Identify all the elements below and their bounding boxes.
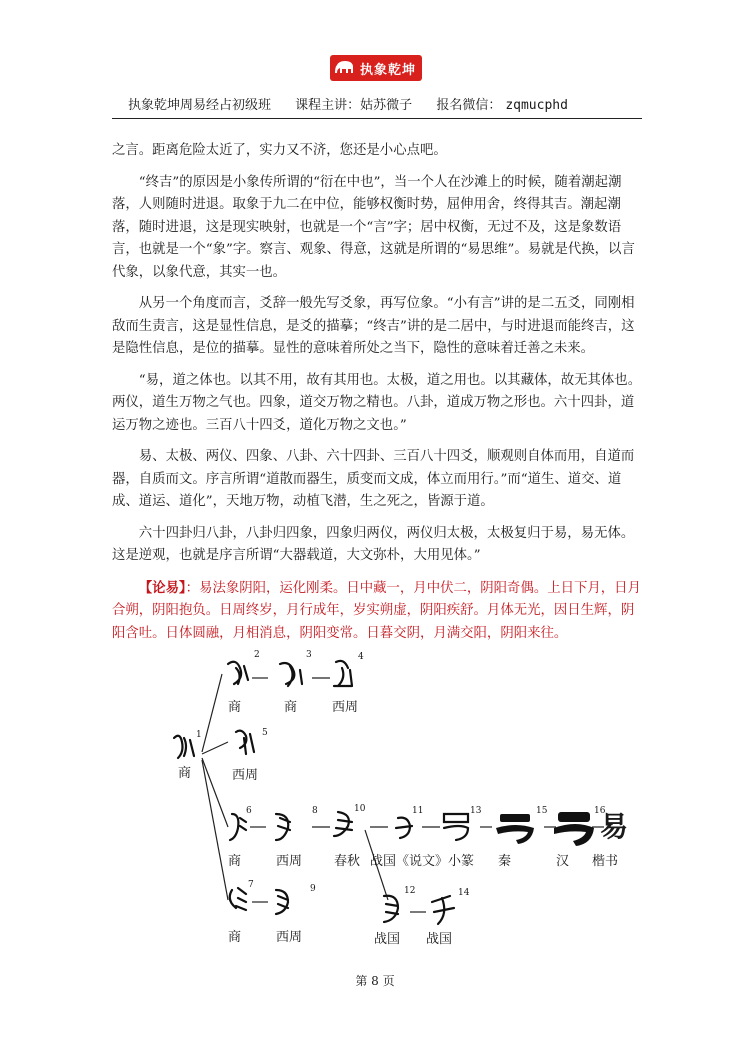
ref-number: 3	[306, 650, 312, 660]
ref-number: 11	[412, 806, 424, 816]
glyph-7	[230, 888, 246, 910]
glyph-2	[228, 662, 248, 684]
ref-number: 6	[246, 806, 252, 816]
header-divider	[112, 118, 642, 119]
ref-number: 1	[196, 730, 202, 740]
paragraph: “终吉”的原因是小象传所谓的“衍在中也”，当一个人在沙滩上的时候，随着潮起潮落，人则随时进退。取象于九二在中位，能够权衡时势，屈伸用舍，终得其吉。潮起潮落，随时进退，这是现实映射，也就是一个“言”字；居中权衡，无过不及，这是象数语言，也就是一个“象”字。察言、观象、得意，这就是所谓的“易思维”。易就是代换，以言代象，以象代意，其实一也。	[112, 174, 635, 280]
period-label: 西周	[276, 930, 303, 945]
period-label: 楷书	[592, 854, 619, 869]
glyph-4	[334, 661, 352, 686]
ref-number: 8	[312, 806, 318, 816]
period-label: 商	[284, 700, 298, 715]
ref-number: 4	[358, 652, 364, 662]
page-header	[128, 94, 588, 113]
glyph-16-top	[558, 812, 590, 822]
ref-number: 15	[536, 806, 548, 816]
period-label: 商	[178, 766, 192, 781]
page-number: 第 8 页	[355, 974, 395, 988]
lunyi-tag: 【论易】	[138, 579, 186, 596]
lunyi-paragraph	[112, 577, 642, 646]
lunyi-text: ：易法象阴阳，运化刚柔。日中藏一，月中伏二，阴阳奇偶。上日下月，日月合朔，阴阳抱负。日周终岁，月行成年，岁实朔虚，阴阳疾舒。月体无光，因日生辉，阴阳含吐。日体圆融，月相消息，阴阳变常。日暮交阴，月满交阳，阴阳来往。	[112, 580, 641, 641]
period-label: 汉	[556, 854, 570, 869]
period-label: 战国	[426, 932, 453, 947]
paragraph: 六十四卦归八卦，八卦归四象，四象归两仪，两仪归太极，太极复归于易，易无体。这是逆观，也就是序言所谓“大器载道，大文弥朴，大用见体。”	[112, 525, 635, 563]
ref-number: 9	[310, 884, 316, 894]
period-label: 商	[228, 930, 242, 945]
glyph-evolution-figure	[160, 642, 640, 952]
period-label: 春秋	[334, 854, 361, 869]
glyph-3	[280, 663, 302, 686]
ref-number: 10	[354, 804, 366, 814]
period-label: 商	[228, 700, 242, 715]
glyph-12	[384, 896, 398, 922]
paragraph: “易，道之体也。以其不用，故有其用也。太极，道之用也。以其藏体，故无其体也。两仪，道生万物之气也。四象，道交万物之精也。八卦，道成万物之形也。六十四卦，道运万物之迹也。三百八十四爻，道化万物之文也。”	[112, 372, 642, 433]
glyph-9	[276, 890, 288, 914]
period-label: 商	[228, 854, 242, 869]
period-label: 西周	[232, 768, 259, 783]
period-label: 战国《说文》小篆	[370, 854, 475, 869]
glyph-14	[432, 896, 454, 924]
glyph-15-top	[500, 814, 530, 822]
glyph-16-bottom	[554, 824, 594, 846]
glyph-15-bottom	[496, 825, 534, 844]
period-label: 西周	[276, 854, 303, 869]
glyph-8	[276, 814, 290, 840]
wechat-label: 报名微信：	[436, 98, 502, 113]
glyph-11	[396, 818, 412, 838]
lecturer: 课程主讲：姑苏微子	[295, 98, 413, 113]
elephant-icon	[334, 59, 356, 77]
glyph-5	[236, 731, 254, 754]
paragraph: 之言。距离危险太近了，实力又不济，您还是小心点吧。	[112, 143, 447, 158]
logo-text: 执象乾坤	[360, 62, 417, 78]
ref-number: 7	[248, 880, 254, 890]
wechat-id: zqmucphd	[505, 98, 568, 113]
brand-logo	[330, 55, 422, 81]
ref-number: 13	[470, 806, 482, 816]
ref-number: 14	[458, 888, 470, 898]
paragraph: 从另一个角度而言，爻辞一般先写爻象，再写位象。“小有言”讲的是二五爻，同刚相敌而生责言，这是显性信息，是爻的描摹；“终吉”讲的是二居中，与时进退而能终吉，这是隐性信息，是位的描摹。显性的意味着所处之当下，隐性的意味着迁善之未来。	[112, 296, 635, 356]
course-title: 执象乾坤周易经占初级班	[128, 98, 272, 113]
evolution-tree	[160, 642, 640, 952]
main-text	[112, 140, 642, 654]
glyph-13	[444, 814, 468, 840]
paragraph: 易、太极、两仪、四象、八卦、六十四卦、三百八十四爻，顺观则自体而用，自道而器，自质而文。序言所谓“道散而器生，质变而文成，体立而用行。”而“道生、道交、道成、道运、道化”，天地万物，动植飞潜，生之死之，皆源于道。	[112, 449, 635, 509]
period-label: 西周	[332, 700, 359, 715]
period-label: 秦	[498, 854, 512, 869]
ref-number: 2	[254, 650, 260, 660]
period-label: 战国	[374, 932, 401, 947]
glyph-6	[230, 814, 246, 840]
glyph-root	[174, 736, 194, 758]
glyph-kaishu: 易	[600, 810, 629, 843]
ref-number: 5	[262, 728, 268, 738]
ref-number: 16	[594, 806, 606, 816]
glyph-10	[334, 812, 352, 836]
ref-number: 12	[404, 886, 416, 896]
